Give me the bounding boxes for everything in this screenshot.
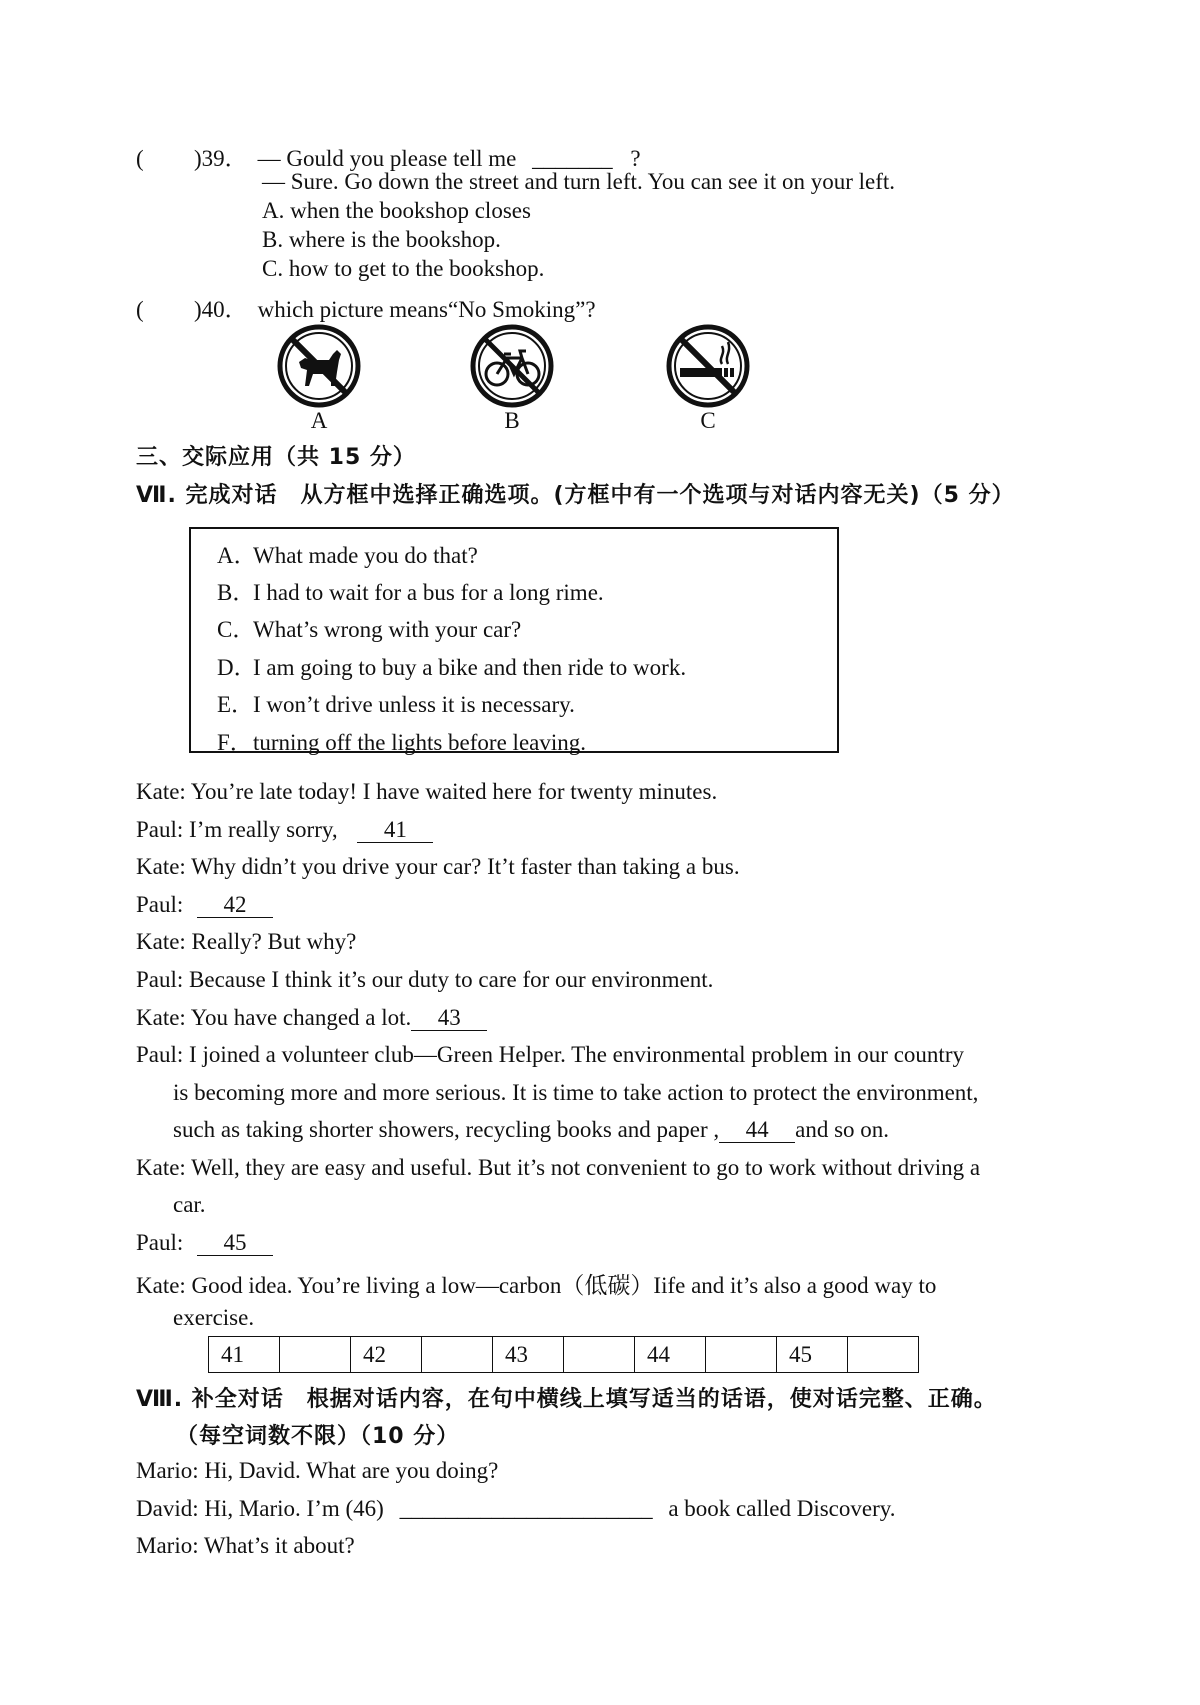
sign-c-label: C xyxy=(700,408,716,433)
answer-label-43: 43 xyxy=(493,1337,564,1373)
option-f: F．turning off the lights before leaving. xyxy=(217,730,586,755)
dialogue-line-11: Kate: Well, they are easy and useful. But it’s not convenient to go to work without driving a xyxy=(136,1155,981,1180)
option-d: D．I am going to buy a bike and then ride to work. xyxy=(217,655,687,680)
dialogue-line-9: is becoming more and more serious. It is time to take action to protect the environment, xyxy=(173,1080,979,1105)
q40-question-text: which picture means“No Smoking”? xyxy=(257,297,596,322)
section-7-title: Ⅶ. 完成对话 从方框中选择正确选项。(方框中有一个选项与对话内容无关)（5 分） xyxy=(136,483,1015,508)
dialogue-line-1: Kate: You’re late today! I have waited here for twenty minutes. xyxy=(136,779,718,804)
dialogue-line-12: car. xyxy=(173,1192,206,1217)
answer-table xyxy=(208,1336,919,1373)
q39-question-mark: ? xyxy=(630,146,641,171)
options-box xyxy=(189,527,839,753)
blank-46[interactable]: ______________________ xyxy=(399,1496,653,1521)
no-bicycles-icon xyxy=(470,324,554,408)
answer-cell-42[interactable] xyxy=(422,1337,493,1373)
blank-42: 42 xyxy=(197,893,273,918)
q39-paren-open: ( xyxy=(136,146,144,171)
q40-paren-open: ( xyxy=(136,297,144,322)
no-smoking-icon xyxy=(666,324,750,408)
q39-option-b: B. where is the bookshop. xyxy=(262,227,501,252)
option-b: B．I had to wait for a bus for a long rime. xyxy=(217,580,604,605)
q39-number: )39． xyxy=(194,146,248,171)
dialogue-line-4: Paul: 42 xyxy=(136,892,273,918)
s8-dialogue-line-1: Mario: Hi, David. What are you doing? xyxy=(136,1458,499,1483)
q39-blank: _______ xyxy=(532,146,613,171)
sign-b-label: B xyxy=(504,408,520,433)
q40-number: )40． xyxy=(194,297,248,322)
dialogue-line-2: Paul: I’m really sorry, 41 xyxy=(136,817,433,843)
blank-43: 43 xyxy=(411,1006,487,1031)
answer-cell-44[interactable] xyxy=(706,1337,777,1373)
answer-label-42: 42 xyxy=(351,1337,422,1373)
sign-a-label: A xyxy=(310,408,328,433)
answer-label-41: 41 xyxy=(209,1337,280,1373)
answer-label-45: 45 xyxy=(777,1337,848,1373)
option-c: C．What’s wrong with your car? xyxy=(217,617,522,642)
q39-question-text: — Gould you please tell me xyxy=(257,146,517,171)
option-e: E．I won’t drive unless it is necessary. xyxy=(217,692,575,717)
q39-reply: — Sure. Go down the street and turn left. You can see it on your left. xyxy=(262,169,896,194)
section-3-title: 三、交际应用（共 15 分） xyxy=(136,445,416,470)
s8-dialogue-line-3: Mario: What’s it about? xyxy=(136,1533,355,1558)
dialogue-line-6: Paul: Because I think it’s our duty to care for our environment. xyxy=(136,967,714,992)
dialogue-line-7: Kate: You have changed a lot. 43 xyxy=(136,1005,487,1031)
dialogue-line-10: such as taking shorter showers, recycling books and paper , 44 and so on. xyxy=(173,1117,890,1142)
section-8-subtitle: （每空词数不限）（10 分） xyxy=(176,1424,460,1449)
dialogue-line-3: Kate: Why didn’t you drive your car? It’t faster than taking a bus. xyxy=(136,854,740,879)
blank-44: 44 xyxy=(719,1118,795,1143)
answer-cell-45[interactable] xyxy=(848,1337,919,1373)
dialogue-line-5: Kate: Really? But why? xyxy=(136,929,357,954)
q39-option-a: A. when the bookshop closes xyxy=(262,198,531,223)
dialogue-line-14: Kate: Good idea. You’re living a low—carbon（低碳）Iife and it’s also a good way to xyxy=(136,1273,937,1298)
answer-cell-43[interactable] xyxy=(564,1337,635,1373)
blank-45: 45 xyxy=(197,1231,273,1256)
answer-cell-41[interactable] xyxy=(280,1337,351,1373)
s8-dialogue-line-2: David: Hi, Mario. I’m (46) ______________________ a book called Discovery. xyxy=(136,1496,896,1521)
dialogue-line-13: Paul: 45 xyxy=(136,1230,273,1256)
answer-table-row xyxy=(209,1337,919,1373)
blank-41: 41 xyxy=(357,818,433,843)
dialogue-line-15: exercise. xyxy=(173,1305,255,1330)
answer-label-44: 44 xyxy=(635,1337,706,1373)
dialogue-line-8: Paul: I joined a volunteer club—Green Helper. The environmental problem in our country xyxy=(136,1042,964,1067)
section-8-title: Ⅷ. 补全对话 根据对话内容，在句中横线上填写适当的话语，使对话完整、正确。 xyxy=(136,1387,997,1412)
q40-question xyxy=(136,291,596,324)
option-a: A．What made you do that? xyxy=(217,543,478,568)
no-dogs-icon xyxy=(277,324,361,408)
q39-option-c: C. how to get to the bookshop. xyxy=(262,256,545,281)
